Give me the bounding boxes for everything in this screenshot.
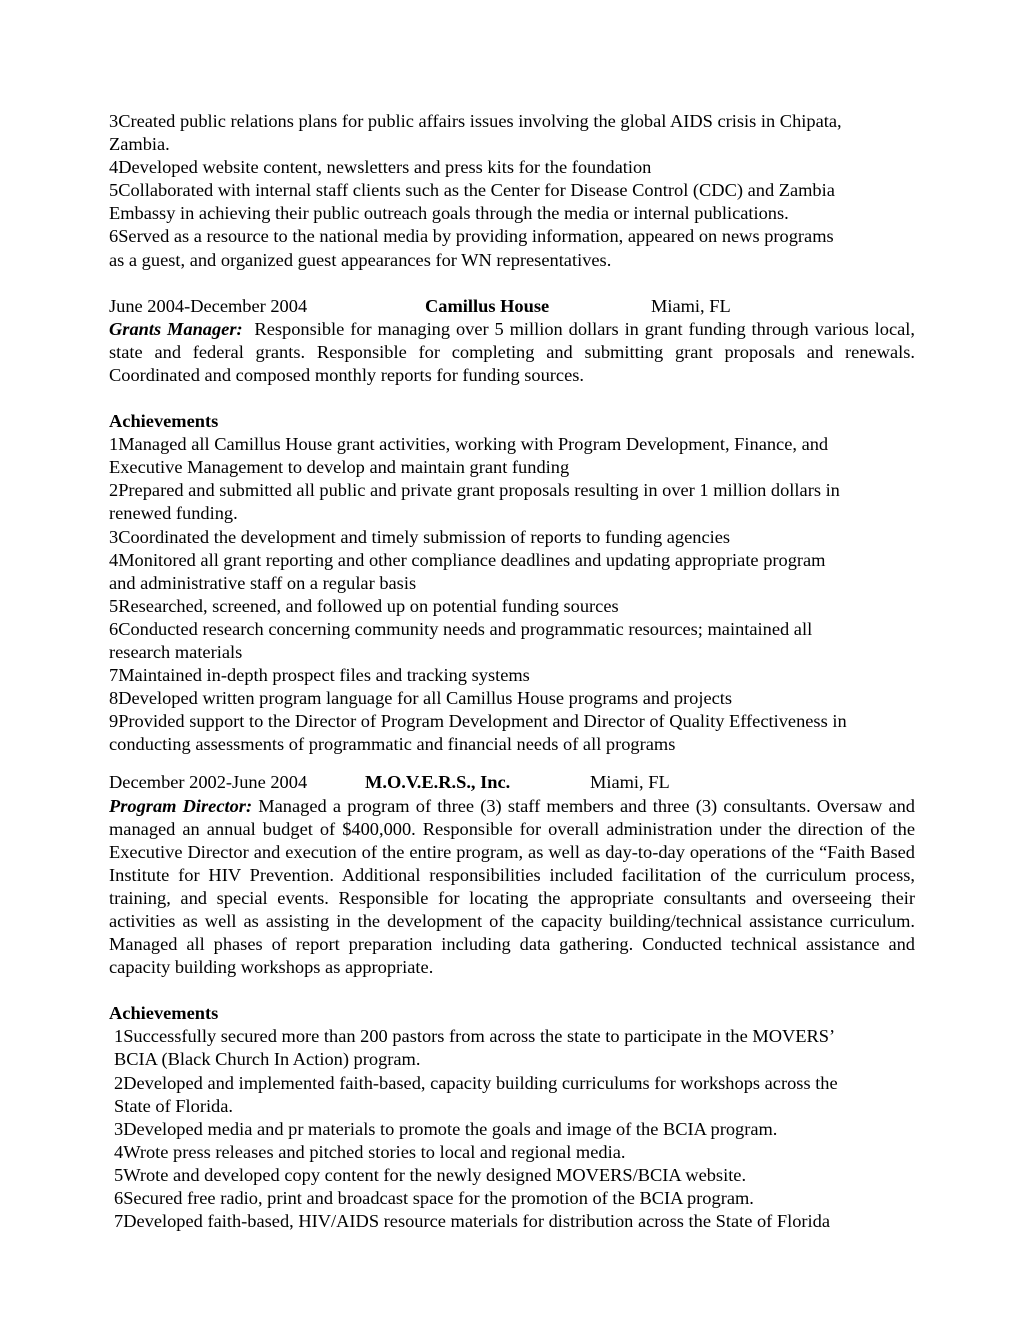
job1-achievements-list — [109, 433, 915, 756]
bullet-line: 5Wrote and developed copy content for the newly designed MOVERS/BCIA website. — [114, 1164, 747, 1185]
bullet-line: research materials — [109, 641, 243, 662]
bullet-line: and administrative staff on a regular basis — [109, 572, 417, 593]
list-item — [109, 110, 915, 156]
bullet-line: 9Provided support to the Director of Program Development and Director of Quality Effectiveness in — [109, 711, 847, 732]
list-item — [109, 156, 915, 179]
list-item — [114, 1164, 915, 1187]
bullet-line: 3Developed media and pr materials to promote the goals and image of the BCIA program. — [114, 1118, 778, 1139]
bullet-line: 4Wrote press releases and pitched stories to local and regional media. — [114, 1141, 626, 1162]
bullet-line: BCIA (Black Church In Action) program. — [114, 1049, 421, 1070]
bullet-line: renewed funding. — [109, 503, 238, 524]
list-item — [109, 664, 915, 687]
bullet-line: 8Developed written program language for all Camillus House programs and projects — [109, 688, 733, 709]
resume-page — [109, 110, 915, 1233]
job1-description-block — [109, 318, 915, 387]
list-item — [114, 1141, 915, 1164]
list-item — [109, 179, 915, 225]
bullet-line: Executive Management to develop and maintain grant funding — [109, 457, 570, 478]
bullet-line: 2Prepared and submitted all public and private grant proposals resulting in over 1 million dollars in — [109, 480, 840, 501]
job2-header — [109, 771, 915, 794]
achievements-heading: Achievements — [109, 1003, 219, 1024]
job-description: Managed a program of three (3) staff members and three (3) consultants. Oversaw and managed an annual budget of $400,000. Responsible for overall administration under the direction of the Executive Director and execution of the entire program, as well as day-to-day operations of the “Faith Based Institute for HIV Prevention. Additional responsibilities included facilitation of the curriculum process, training, and special events. Responsible for locating the appropriate consultants and overseeing their activities as well as assisting in the development of the capacity building/technical assistance curriculum. Managed all phases of report preparation including data gathering. Conducted technical assistance and capacity building workshops as appropriate. — [109, 795, 915, 978]
bullet-line: 3Created public relations plans for public affairs issues involving the global AIDS crisis in Chipata, — [109, 111, 842, 131]
job-role: Program Director: — [109, 795, 253, 816]
bullet-line: 1Successfully secured more than 200 pastors from across the state to participate in the MOVERS’ — [114, 1026, 836, 1047]
list-item — [109, 433, 915, 479]
bullet-line: 3Coordinated the development and timely submission of reports to funding agencies — [109, 526, 731, 547]
job-description: Responsible for managing over 5 million dollars in grant funding through various local, state and federal grants. Responsible for completing and submitting grant proposals and renewals. Coordinated and composed monthly reports for funding sources. — [109, 318, 916, 385]
job-location: Miami, FL — [651, 295, 731, 316]
bullet-line: 6Conducted research concerning community needs and programmatic resources; maintained all — [109, 618, 813, 639]
list-item — [114, 1025, 915, 1071]
bullet-line: 7Developed faith-based, HIV/AIDS resource materials for distribution across the State of Florida — [114, 1211, 831, 1232]
bullet-line: 7Maintained in-depth prospect files and tracking systems — [109, 665, 530, 686]
list-item — [109, 595, 915, 618]
job-organization: Camillus House — [425, 295, 550, 316]
section1-bullet-list — [109, 110, 915, 272]
bullet-line: conducting assessments of programmatic and financial needs of all programs — [109, 734, 676, 755]
bullet-line: 6Served as a resource to the national media by providing information, appeared on news programs — [109, 226, 834, 247]
job-dates: June 2004-December 2004 — [109, 295, 308, 316]
bullet-line: 4Developed website content, newsletters and press kits for the foundation — [109, 157, 652, 178]
bullet-line: as a guest, and organized guest appearances for WN representatives. — [109, 249, 612, 270]
bullet-line: 5Researched, screened, and followed up on potential funding sources — [109, 595, 619, 616]
job-role: Grants Manager: — [109, 318, 243, 339]
bullet-line: 4Monitored all grant reporting and other compliance deadlines and updating appropriate program — [109, 549, 826, 570]
job2-description-block — [109, 795, 915, 980]
list-item — [109, 618, 915, 664]
bullet-line: 5Collaborated with internal staff clients such as the Center for Disease Control (CDC) and Zambia — [109, 180, 835, 201]
bullet-line: 1Managed all Camillus House grant activities, working with Program Development, Finance, and — [109, 434, 829, 455]
list-item — [114, 1210, 915, 1233]
list-item — [109, 687, 915, 710]
bullet-line: Zambia. — [109, 134, 170, 155]
job1-header — [109, 295, 915, 318]
job-dates: December 2002-June 2004 — [109, 772, 308, 793]
bullet-line: 6Secured free radio, print and broadcast space for the promotion of the BCIA program. — [114, 1188, 754, 1209]
list-item — [114, 1072, 915, 1118]
list-item — [109, 479, 915, 525]
list-item — [109, 526, 915, 549]
list-item — [109, 710, 915, 756]
list-item — [109, 225, 915, 271]
bullet-line: 2Developed and implemented faith-based, capacity building curriculums for workshops across the — [114, 1072, 838, 1093]
list-item — [114, 1187, 915, 1210]
job2-achievements-list — [109, 1025, 915, 1233]
list-item — [109, 549, 915, 595]
job-organization: M.O.V.E.R.S., Inc. — [365, 772, 511, 793]
bullet-line: Embassy in achieving their public outreach goals through the media or internal publications. — [109, 203, 789, 224]
list-item — [114, 1118, 915, 1141]
bullet-line: State of Florida. — [114, 1095, 234, 1116]
job-location: Miami, FL — [590, 772, 670, 793]
achievements-heading: Achievements — [109, 411, 219, 432]
